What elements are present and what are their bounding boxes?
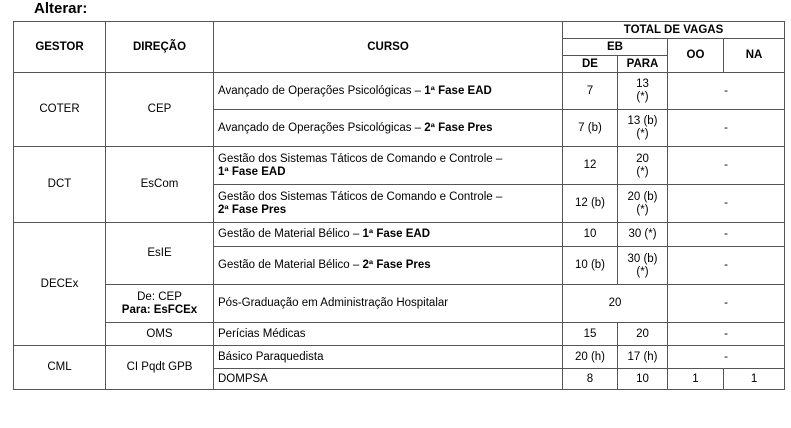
cell-oo-na: -	[668, 247, 785, 285]
table-row	[14, 73, 785, 110]
para-note: (*)	[636, 128, 649, 140]
curso-fase: 2ª Fase Pres	[218, 203, 287, 216]
curso-text: Gestão dos Sistemas Táticos de Comando e Controle –	[218, 190, 503, 203]
cell-oo-na: -	[668, 185, 785, 223]
cell-de: 7	[563, 73, 618, 110]
cell-para: 30 (*)	[618, 223, 668, 247]
cell-oo-na: -	[668, 285, 785, 323]
direcao-de: De: CEP	[137, 290, 182, 303]
curso-fase: 2ª Fase Pres	[424, 121, 493, 134]
para-value: 13 (b)	[627, 115, 658, 127]
header-curso: CURSO	[214, 22, 563, 73]
para-note: (*)	[636, 165, 649, 178]
cell-curso	[214, 73, 563, 110]
cell-curso: DOMPSA	[214, 369, 563, 390]
cell-de: 10 (b)	[563, 247, 618, 285]
cell-curso: Perícias Médicas	[214, 323, 563, 346]
direcao-para: Para: EsFCEx	[121, 303, 198, 316]
header-eb: EB	[563, 39, 668, 56]
cell-curso	[214, 147, 563, 185]
cell-oo: 1	[668, 369, 724, 390]
cell-de: 12 (b)	[563, 185, 618, 223]
cell-curso	[214, 223, 563, 247]
cell-oo-na: -	[668, 323, 785, 346]
cell-curso: Básico Paraquedista	[214, 346, 563, 369]
curso-fase: 1ª Fase EAD	[424, 84, 492, 97]
header-direcao: DIREÇÃO	[106, 22, 214, 73]
cell-vagas: 20	[563, 285, 668, 323]
para-value: 20 (b)	[627, 190, 658, 203]
cell-gestor: DECEx	[14, 223, 106, 346]
curso-text: Gestão de Material Bélico –	[218, 228, 363, 240]
cell-gestor: DCT	[14, 147, 106, 223]
curso-text: Gestão de Material Bélico –	[218, 259, 363, 271]
header-total-vagas: TOTAL DE VAGAS	[563, 22, 785, 39]
cell-direcao: CEP	[106, 73, 214, 147]
cell-para: 10	[618, 369, 668, 390]
table-row	[14, 147, 785, 185]
header-row-1	[14, 22, 785, 39]
vagas-table	[13, 21, 785, 390]
cell-oo-na: -	[668, 73, 785, 110]
cell-oo-na: -	[668, 110, 785, 147]
para-value: 20	[636, 152, 649, 165]
table-row	[14, 346, 785, 369]
header-gestor: GESTOR	[14, 22, 106, 73]
curso-fase: 1ª Fase EAD	[362, 228, 431, 240]
cell-gestor: CML	[14, 346, 106, 390]
cell-direcao: EsCom	[106, 147, 214, 223]
cell-direcao: EsIE	[106, 223, 214, 285]
header-de: DE	[563, 56, 618, 73]
table-row	[14, 223, 785, 247]
para-note: (*)	[636, 91, 649, 103]
cell-curso: Pós-Graduação em Administração Hospitalar	[214, 285, 563, 323]
cell-curso	[214, 247, 563, 285]
cell-oo-na: -	[668, 223, 785, 247]
cell-para: 20	[618, 323, 668, 346]
header-oo: OO	[668, 39, 724, 73]
cell-curso	[214, 110, 563, 147]
table-row	[14, 285, 785, 323]
cell-direcao: OMS	[106, 323, 214, 346]
header-para: PARA	[618, 56, 668, 73]
cell-de: 7 (b)	[563, 110, 618, 147]
cell-para	[618, 147, 668, 185]
para-note: (*)	[636, 265, 649, 278]
cell-na: 1	[724, 369, 785, 390]
para-note: (*)	[636, 203, 649, 216]
cell-para	[618, 247, 668, 285]
cell-oo-na: -	[668, 147, 785, 185]
cell-gestor: COTER	[14, 73, 106, 147]
curso-fase: 2ª Fase Pres	[362, 259, 431, 271]
header-na: NA	[724, 39, 785, 73]
cell-para	[618, 185, 668, 223]
cell-curso	[214, 185, 563, 223]
cell-de: 12	[563, 147, 618, 185]
cell-de: 8	[563, 369, 618, 390]
section-heading: Alterar:	[34, 0, 88, 17]
cell-de: 10	[563, 223, 618, 247]
cell-para	[618, 73, 668, 110]
curso-text: Avançado de Operações Psicológicas –	[218, 84, 425, 97]
cell-para: 17 (h)	[618, 346, 668, 369]
curso-fase: 1ª Fase EAD	[218, 165, 286, 178]
table-row	[14, 323, 785, 346]
para-value: 13	[636, 78, 649, 90]
curso-text: Avançado de Operações Psicológicas –	[218, 121, 425, 134]
curso-text: Gestão dos Sistemas Táticos de Comando e Controle –	[218, 152, 503, 165]
cell-direcao	[106, 285, 214, 323]
para-value: 30 (b)	[627, 252, 658, 265]
cell-oo-na: -	[668, 346, 785, 369]
cell-para	[618, 110, 668, 147]
cell-de: 15	[563, 323, 618, 346]
cell-de: 20 (h)	[563, 346, 618, 369]
cell-direcao: CI Pqdt GPB	[106, 346, 214, 390]
